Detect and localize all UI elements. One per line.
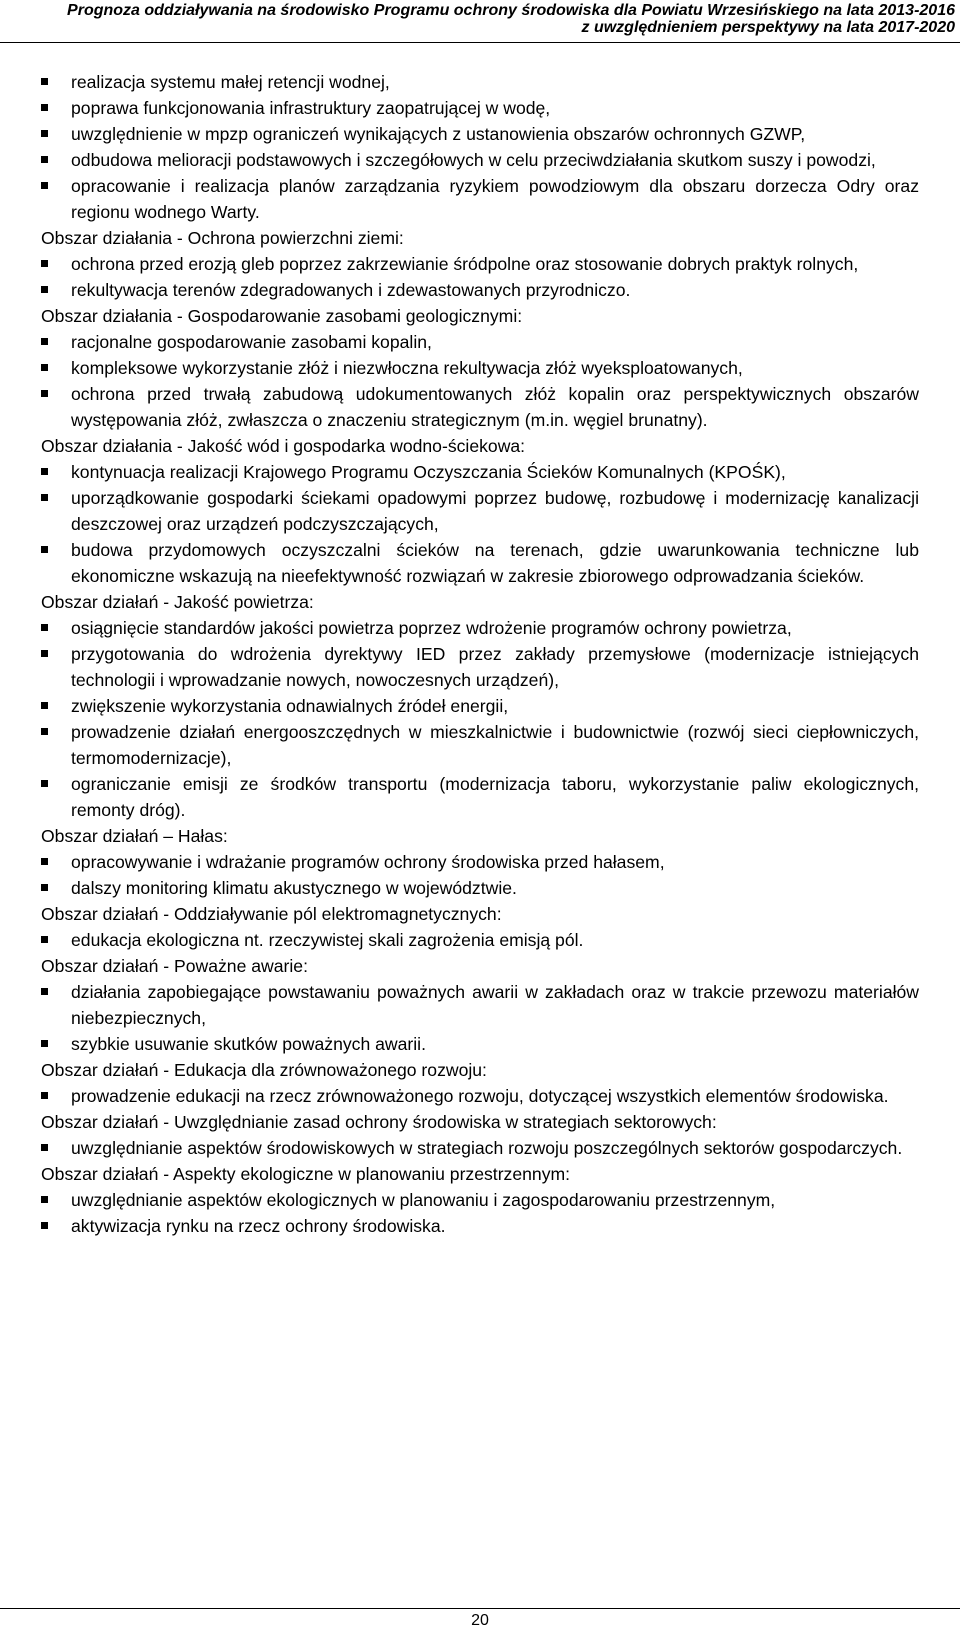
list-item-text: uwzględnienie w mpzp ograniczeń wynikających z ustanowienia obszarów ochronnych GZWP, <box>71 124 806 144</box>
list-item-text: opracowanie i realizacja planów zarządzania ryzykiem powodziowym dla obszaru dorzecza Odry oraz regionu wodnego Warty. <box>71 176 919 222</box>
square-bullet-icon <box>41 988 48 995</box>
square-bullet-icon <box>41 858 48 865</box>
list-item-text: dalszy monitoring klimatu akustycznego w województwie. <box>71 878 517 898</box>
bullet-list-item <box>41 849 919 875</box>
list-item-text: uporządkowanie gospodarki ściekami opadowymi poprzez budowę, rozbudowę i modernizację kanalizacji deszczowej oraz urządzeń podczyszczających, <box>71 488 919 534</box>
section-heading <box>41 823 919 849</box>
square-bullet-icon <box>41 78 48 85</box>
bullet-list-item <box>41 329 919 355</box>
square-bullet-icon <box>41 494 48 501</box>
list-item-text: ochrona przed trwałą zabudową udokumentowanych złóż kopalin oraz perspektywicznych obszarów występowania złóż, zwłaszcza o znaczeniu strategicznym (m.in. węgiel brunatny). <box>71 384 919 430</box>
list-item-text: działania zapobiegające powstawaniu poważnych awarii w zakładach oraz w trakcie przewozu materiałów niebezpiecznych, <box>71 982 919 1028</box>
bullet-list-item <box>41 381 919 433</box>
square-bullet-icon <box>41 156 48 163</box>
section-heading <box>41 1057 919 1083</box>
list-item-text: szybkie usuwanie skutków poważnych awarii. <box>71 1034 426 1054</box>
bullet-list-item <box>41 1031 919 1057</box>
list-item-text: uwzględnianie aspektów ekologicznych w planowaniu i zagospodarowaniu przestrzennym, <box>71 1190 776 1210</box>
list-item-text: rekultywacja terenów zdegradowanych i zdewastowanych przyrodniczo. <box>71 280 631 300</box>
list-item-text: poprawa funkcjonowania infrastruktury zaopatrującej w wodę, <box>71 98 551 118</box>
square-bullet-icon <box>41 728 48 735</box>
section-heading-text: Obszar działań - Jakość powietrza: <box>41 592 314 612</box>
page-header <box>0 0 960 43</box>
list-item-text: zwiększenie wykorzystania odnawialnych źródeł energii, <box>71 696 509 716</box>
bullet-list-item <box>41 1213 919 1239</box>
section-heading-text: Obszar działań - Oddziaływanie pól elektromagnetycznych: <box>41 904 502 924</box>
square-bullet-icon <box>41 1092 48 1099</box>
section-heading-text: Obszar działania - Ochrona powierzchni ziemi: <box>41 228 404 248</box>
bullet-list-item <box>41 979 919 1031</box>
footer-divider <box>0 1608 960 1609</box>
square-bullet-icon <box>41 260 48 267</box>
list-item-text: realizacja systemu małej retencji wodnej, <box>71 72 390 92</box>
bullet-list-item <box>41 641 919 693</box>
section-heading-text: Obszar działań - Uwzględnianie zasad ochrony środowiska w strategiach sektorowych: <box>41 1112 717 1132</box>
square-bullet-icon <box>41 650 48 657</box>
page-number: 20 <box>471 1612 489 1629</box>
square-bullet-icon <box>41 1040 48 1047</box>
header-title-line-2: z uwzględnieniem perspektywy na lata 2017-2020 <box>581 19 955 36</box>
section-heading <box>41 1109 919 1135</box>
bullet-list-item <box>41 771 919 823</box>
square-bullet-icon <box>41 780 48 787</box>
section-heading-text: Obszar działań - Aspekty ekologiczne w planowaniu przestrzennym: <box>41 1164 571 1184</box>
square-bullet-icon <box>41 286 48 293</box>
list-item-text: kontynuacja realizacji Krajowego Programu Oczyszczania Ścieków Komunalnych (KPOŚK), <box>71 462 786 482</box>
list-item-text: osiągnięcie standardów jakości powietrza poprzez wdrożenie programów ochrony powietrza, <box>71 618 792 638</box>
square-bullet-icon <box>41 468 48 475</box>
document-body <box>41 69 919 1239</box>
list-item-text: racjonalne gospodarowanie zasobami kopalin, <box>71 332 432 352</box>
section-heading <box>41 303 919 329</box>
square-bullet-icon <box>41 1196 48 1203</box>
square-bullet-icon <box>41 364 48 371</box>
list-item-text: prowadzenie edukacji na rzecz zrównoważonego rozwoju, dotyczącej wszystkich elementów środowiska. <box>71 1086 889 1106</box>
square-bullet-icon <box>41 624 48 631</box>
square-bullet-icon <box>41 182 48 189</box>
bullet-list-item <box>41 459 919 485</box>
section-heading <box>41 225 919 251</box>
bullet-list-item <box>41 615 919 641</box>
bullet-list-item <box>41 95 919 121</box>
list-item-text: przygotowania do wdrożenia dyrektywy IED przez zakłady przemysłowe (modernizacje istniejących technologii i wprowadzanie nowych, nowoczesnych urządzeń), <box>71 644 919 690</box>
bullet-list-item <box>41 147 919 173</box>
list-item-text: ochrona przed erozją gleb poprzez zakrzewianie śródpolne oraz stosowanie dobrych praktyk rolnych, <box>71 254 859 274</box>
list-item-text: budowa przydomowych oczyszczalni ścieków na terenach, gdzie uwarunkowania techniczne lub ekonomiczne wskazują na nieefektywność rozwiązań w zakresie zbiorowego odprowadzania ścieków. <box>71 540 919 586</box>
bullet-list-item <box>41 927 919 953</box>
square-bullet-icon <box>41 130 48 137</box>
bullet-list-item <box>41 1187 919 1213</box>
list-item-text: prowadzenie działań energooszczędnych w mieszkalnictwie i budownictwie (rozwój sieci ciepłowniczych, termomodernizacje), <box>71 722 919 768</box>
section-heading <box>41 1161 919 1187</box>
bullet-list-item <box>41 173 919 225</box>
list-item-text: opracowywanie i wdrażanie programów ochrony środowiska przed hałasem, <box>71 852 665 872</box>
section-heading-text: Obszar działania - Gospodarowanie zasobami geologicznymi: <box>41 306 523 326</box>
list-item-text: ograniczanie emisji ze środków transportu (modernizacja taboru, wykorzystanie paliw ekologicznych, remonty dróg). <box>71 774 919 820</box>
list-item-text: uwzględnianie aspektów środowiskowych w strategiach rozwoju poszczególnych sektorów gospodarczych. <box>71 1138 903 1158</box>
square-bullet-icon <box>41 936 48 943</box>
bullet-list-item <box>41 719 919 771</box>
square-bullet-icon <box>41 1222 48 1229</box>
square-bullet-icon <box>41 104 48 111</box>
bullet-list-item <box>41 1083 919 1109</box>
bullet-list-item <box>41 251 919 277</box>
square-bullet-icon <box>41 338 48 345</box>
section-heading-text: Obszar działania - Jakość wód i gospodarka wodno-ściekowa: <box>41 436 526 456</box>
section-heading <box>41 901 919 927</box>
bullet-list-item <box>41 1135 919 1161</box>
bullet-list-item <box>41 693 919 719</box>
section-heading <box>41 589 919 615</box>
bullet-list-item <box>41 355 919 381</box>
list-item-text: edukacja ekologiczna nt. rzeczywistej skali zagrożenia emisją pól. <box>71 930 584 950</box>
bullet-list-item <box>41 875 919 901</box>
square-bullet-icon <box>41 1144 48 1151</box>
bullet-list-item <box>41 69 919 95</box>
list-item-text: kompleksowe wykorzystanie złóż i niezwłoczna rekultywacja złóż wyeksploatowanych, <box>71 358 743 378</box>
header-title-line-1: Prognoza oddziaływania na środowisko Programu ochrony środowiska dla Powiatu Wrzesińskiego na lata 2013-2016 <box>67 2 955 19</box>
list-item-text: odbudowa melioracji podstawowych i szczegółowych w celu przeciwdziałania skutkom suszy i powodzi, <box>71 150 876 170</box>
square-bullet-icon <box>41 390 48 397</box>
section-heading-text: Obszar działań - Poważne awarie: <box>41 956 308 976</box>
bullet-list-item <box>41 485 919 537</box>
bullet-list-item <box>41 121 919 147</box>
bullet-list-item <box>41 277 919 303</box>
bullet-list-item <box>41 537 919 589</box>
section-heading-text: Obszar działań – Hałas: <box>41 826 228 846</box>
square-bullet-icon <box>41 546 48 553</box>
list-item-text: aktywizacja rynku na rzecz ochrony środowiska. <box>71 1216 446 1236</box>
square-bullet-icon <box>41 702 48 709</box>
square-bullet-icon <box>41 884 48 891</box>
section-heading <box>41 953 919 979</box>
section-heading <box>41 433 919 459</box>
section-heading-text: Obszar działań - Edukacja dla zrównoważonego rozwoju: <box>41 1060 487 1080</box>
